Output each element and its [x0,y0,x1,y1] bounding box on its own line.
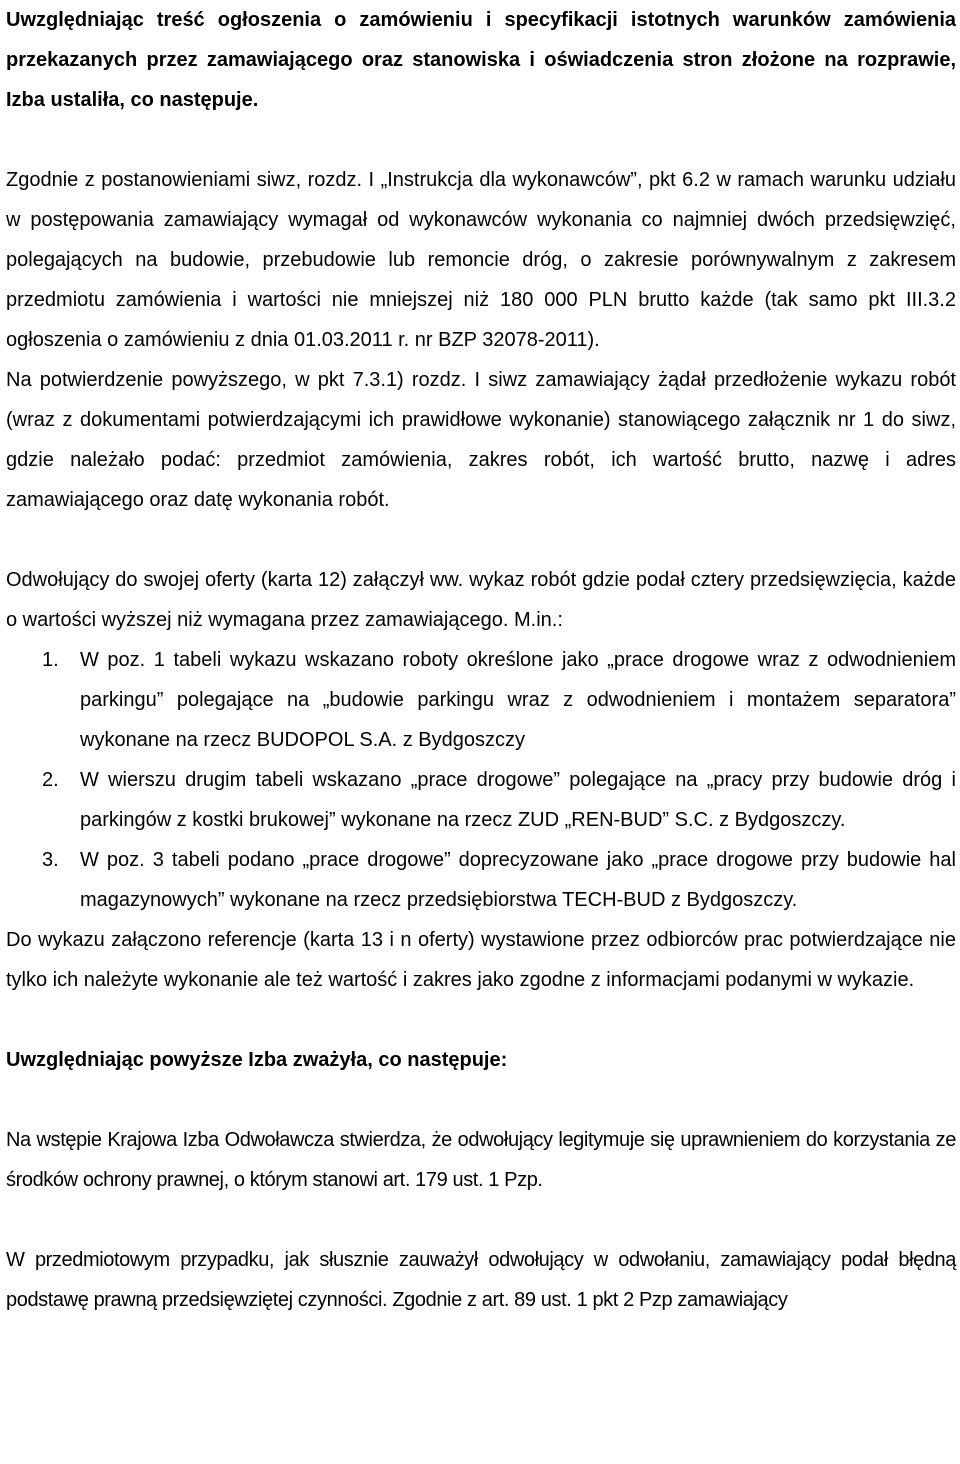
list-item-text: W poz. 3 tabeli podano „prace drogowe” doprecyzowane jako „prace drogowe przy budowie hal magazynowych” wykonane na rzecz przedsiębiorstwa TECH-BUD z Bydgoszczy. [80,849,956,911]
list-item-number: 3. [42,849,59,871]
paragraph-standing: Na wstępie Krajowa Izba Odwoławcza stwierdza, że odwołujący legitymuje się uprawnieniem do korzystania ze środków ochrony prawnej, o którym stanowi art. 179 ust. 1 Pzp. [6,1129,956,1191]
document-page [6,0,956,1340]
paragraph-offer: Odwołujący do swojej oferty (karta 12) załączył ww. wykaz robót gdzie podał cztery przedsięwzięcia, każde o wartości wyższej niż wymagana przez zamawiającego. M.in.: [6,569,956,631]
paragraph-legal-basis: W przedmiotowym przypadku, jak słusznie zauważył odwołujący w odwołaniu, zamawiający podał błędną podstawę prawną przedsięwziętej czynności. Zgodnie z art. 89 ust. 1 pkt 2 Pzp zamawiający [6,1249,956,1311]
list-item-text: W poz. 1 tabeli wykazu wskazano roboty określone jako „prace drogowe wraz z odwodnieniem parkingu” polegające na „budowie parkingu wraz z odwodnieniem i montażem separatora” wykonane na rzecz BUDOPOL S.A. z Bydgoszczy [80,649,956,751]
paragraph-references: Do wykazu załączono referencje (karta 13 i n oferty) wystawione przez odbiorców prac potwierdzające nie tylko ich należyte wykonanie ale też wartość i zakres jako zgodne z informacjami podanymi w wykazie. [6,929,956,991]
list-item [6,760,956,840]
list-item-text: W wierszu drugim tabeli wskazano „prace drogowe” polegające na „pracy przy budowie dróg i parkingów z kostki brukowej” wykonane na rzecz ZUD „REN-BUD” S.C. z Bydgoszczy. [80,769,956,831]
works-list [6,640,956,920]
list-item-number: 1. [42,649,59,671]
section-heading: Uwzględniając powyższe Izba zważyła, co następuje: [6,1049,508,1071]
paragraph-confirmation: Na potwierdzenie powyższego, w pkt 7.3.1) rozdz. I siwz zamawiający żądał przedłożenie wykazu robót (wraz z dokumentami potwierdzającymi ich prawidłowe wykonanie) stanowiącego załącznik nr 1 do siwz, gdzie należało podać: przedmiot zamówienia, zakres robót, ich wartość brutto, nazwę i adres zamawiającego oraz datę wykonania robót. [6,369,956,511]
list-item-number: 2. [42,769,59,791]
paragraph-conditions: Zgodnie z postanowieniami siwz, rozdz. I „Instrukcja dla wykonawców”, pkt 6.2 w ramach warunku udziału w postępowania zamawiający wymagał od wykonawców wykonania co najmniej dwóch przedsięwzięć, polegających na budowie, przebudowie lub remoncie dróg, o zakresie porównywalnym z zakresem przedmiotu zamówienia i wartości nie mniejszej niż 180 000 PLN brutto każde (tak samo pkt III.3.2 ogłoszenia o zamówieniu z dnia 01.03.2011 r. nr BZP 32078-2011). [6,169,956,351]
intro-heading: Uwzględniając treść ogłoszenia o zamówieniu i specyfikacji istotnych warunków zamówienia przekazanych przez zamawiającego oraz stanowiska i oświadczenia stron złożone na rozprawie, Izba ustaliła, co następuje. [6,9,956,111]
list-item [6,640,956,760]
list-item [6,840,956,920]
